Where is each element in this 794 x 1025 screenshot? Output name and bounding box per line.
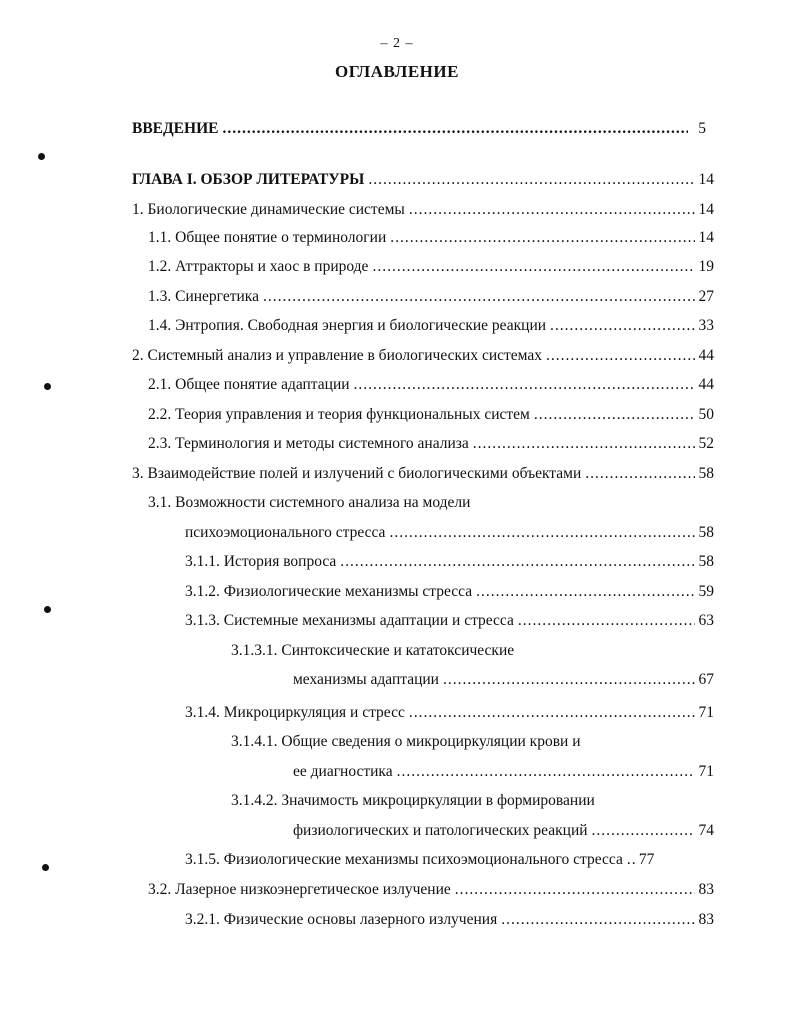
toc-page: 50 [698, 406, 714, 423]
toc-page: 14 [698, 229, 714, 246]
toc-entry-3-1-3-1[interactable] [293, 670, 714, 690]
toc-page: 83 [698, 881, 714, 898]
dot-leader [372, 257, 694, 277]
toc-entry-3-1-5[interactable] [185, 850, 714, 870]
toc-label: 3.1.2. Физиологические механизмы стресса [185, 583, 473, 600]
toc-entry-1-1[interactable] [148, 228, 714, 248]
dot-leader [455, 880, 695, 900]
dot-leader [585, 464, 694, 484]
toc-label: 2. Системный анализ и управление в биологических системах [132, 347, 542, 364]
toc-page: 27 [698, 288, 714, 305]
toc-page: 44 [698, 376, 714, 393]
toc-label: 3.1.1. История вопроса [185, 553, 337, 570]
toc-page: 71 [698, 763, 714, 780]
toc-label: 3. Взаимодействие полей и излучений с биологическими объектами [132, 465, 582, 482]
dot-leader [409, 200, 695, 220]
toc-page: 59 [698, 583, 714, 600]
dot-leader [546, 346, 695, 366]
dot-leader [389, 523, 694, 543]
toc-page: 63 [698, 612, 714, 629]
toc-entry-3-1-2[interactable] [185, 582, 714, 602]
dot-leader [534, 405, 695, 425]
dot-leader [627, 850, 635, 870]
toc-label: 1. Биологические динамические системы [132, 201, 405, 218]
dot-leader [397, 762, 695, 782]
toc-label: 3.1.4. Микроциркуляция и стресс [185, 704, 405, 721]
dot-leader [390, 228, 694, 248]
toc-page: 77 [638, 851, 655, 868]
toc-page: 44 [698, 347, 714, 364]
toc-page: 14 [698, 201, 714, 218]
dot-leader [222, 119, 688, 139]
binding-hole-mark [42, 864, 49, 871]
toc-label: 3.2. Лазерное низкоэнергетическое излучение [148, 881, 451, 898]
dot-leader [443, 670, 695, 690]
toc-entry-1-3[interactable] [148, 287, 714, 307]
toc-page: 5 [698, 120, 706, 137]
toc-label: физиологических и патологических реакций [293, 822, 588, 839]
toc-entry-2-3[interactable] [148, 434, 714, 454]
toc-label: механизмы адаптации [293, 671, 439, 688]
toc-label: 2.1. Общее понятие адаптации [148, 376, 350, 393]
toc-page: 52 [698, 435, 714, 452]
toc-entry-3-1-3[interactable] [185, 611, 714, 631]
toc-entry-3-1-1[interactable] [185, 552, 714, 572]
toc-entry-3-1-4-2-line1[interactable]: 3.1.4.2. Значимость микроциркуляции в формировании [231, 792, 595, 809]
dot-leader [368, 170, 694, 190]
toc-entry-3[interactable] [132, 464, 714, 484]
toc-page: 58 [698, 465, 714, 482]
toc-label: 2.3. Терминология и методы системного анализа [148, 435, 469, 452]
toc-label: психоэмоционального стресса [185, 524, 386, 541]
toc-label: 1.3. Синергетика [148, 288, 259, 305]
toc-label: 1.1. Общее понятие о терминологии [148, 229, 387, 246]
toc-label: 2.2. Теория управления и теория функциональных систем [148, 406, 530, 423]
toc-entry-3-1-4-1-line1[interactable]: 3.1.4.1. Общие сведения о микроциркуляции крови и [231, 733, 581, 750]
toc-page: 14 [698, 171, 714, 188]
binding-hole-mark [44, 383, 51, 390]
toc-page: 71 [698, 704, 714, 721]
toc-page: 58 [698, 553, 714, 570]
dot-leader [409, 703, 695, 723]
toc-entry-3-2[interactable] [148, 880, 714, 900]
toc-entry-3-1[interactable] [185, 523, 714, 543]
dot-leader [354, 375, 695, 395]
toc-page: 33 [698, 317, 714, 334]
toc-entry-2-1[interactable] [148, 375, 714, 395]
dot-leader [473, 434, 695, 454]
toc-entry-3-1-4-2[interactable] [293, 821, 714, 841]
toc-page: 58 [698, 524, 714, 541]
toc-entry-3-1-line1[interactable]: 3.1. Возможности системного анализа на модели [148, 494, 471, 511]
page-number: – 2 – [380, 36, 414, 51]
toc-label: 1.2. Аттракторы и хаос в природе [148, 258, 369, 275]
dot-leader [263, 287, 695, 307]
dot-leader [501, 910, 694, 930]
page-title: ОГЛАВЛЕНИЕ [335, 62, 459, 81]
toc-label: ее диагностика [293, 763, 393, 780]
toc-entry-1[interactable] [132, 200, 714, 220]
toc-label: 3.1.3. Системные механизмы адаптации и стресса [185, 612, 514, 629]
toc-entry-3-1-4-1[interactable] [293, 762, 714, 782]
dot-leader [476, 582, 694, 602]
toc-entry-3-2-1[interactable] [185, 910, 714, 930]
toc-page: 67 [698, 671, 714, 688]
toc-label: ВВЕДЕНИЕ [132, 120, 219, 137]
dot-leader [550, 316, 694, 336]
binding-hole-mark [38, 153, 45, 160]
binding-hole-mark [44, 606, 51, 613]
toc-entry-3-1-4[interactable] [185, 703, 714, 723]
toc-label: ГЛАВА I. ОБЗОР ЛИТЕРАТУРЫ [132, 171, 365, 188]
dot-leader [592, 821, 695, 841]
toc-page: 19 [698, 258, 714, 275]
toc-page: 74 [698, 822, 714, 839]
toc-entry-1-4[interactable] [148, 316, 714, 336]
dot-leader [340, 552, 694, 572]
toc-entry-1-2[interactable] [148, 257, 714, 277]
toc-label: 3.2.1. Физические основы лазерного излучения [185, 911, 498, 928]
toc-entry-2[interactable] [132, 346, 714, 366]
toc-entry-2-2[interactable] [148, 405, 714, 425]
toc-label: 1.4. Энтропия. Свободная энергия и биологические реакции [148, 317, 547, 334]
toc-entry-chapter-1[interactable] [132, 170, 714, 190]
toc-entry-intro[interactable] [132, 119, 706, 139]
toc-label: 3.1.5. Физиологические механизмы психоэмоционального стресса [185, 851, 623, 868]
toc-page: 83 [698, 911, 714, 928]
dot-leader [518, 611, 695, 631]
toc-entry-3-1-3-1-line1[interactable]: 3.1.3.1. Синтоксические и кататоксические [231, 642, 515, 659]
